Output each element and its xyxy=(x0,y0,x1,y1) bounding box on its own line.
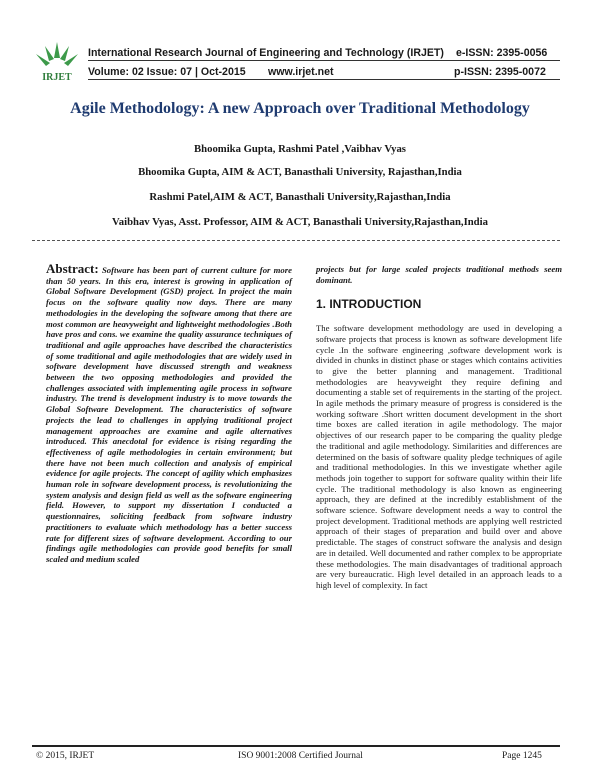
right-column xyxy=(316,264,562,591)
introduction-text: The software development methodology are used in developing a software projects that process is known as software development life cycle .In the software engineering ,software development work is divided in chunks in distinct phase or stages which contains activities to give the better planning and management. Traditional methodologies are heavyweight they require defining and documenting a stable set of requirements in the starting of the project. In agile methods the primary measure of progress is considered is the working software .Short written document development in the short time boxes are called iteration in agile methodology. The major objectives of our research paper to be comparing the quality pledge the traditional and agile methodology. Similarities and differences are determined on the basis of software quality pledge techniques of agile and traditional methodologies. In this we investigate whether agile methods join together to support for software quality within their life cycle. The traditional methodology is also known as engineering approach, they are defined at the incredibly establishment of the software science. Software development needs a way to control the project development. Traditional methods are applying well restricted approach of their stages of preparation and build over and above predictable. The stages of construct software the analysis and design are in detailed. Well documented and rather complex to be appropriate these methodologies. The main disadvantages of traditional approach are very bureaucratic. High level detailed in an approach leads to a high level of complexity. In fact xyxy=(316,323,562,590)
section-divider xyxy=(32,240,560,241)
footer-certification: ISO 9001:2008 Certified Journal xyxy=(238,751,363,761)
abstract-continuation: projects but for large scaled projects traditional methods seem dominant. xyxy=(316,264,562,285)
abstract-text: Software has been part of current culture for more than 50 years. In this era, interest is growing in application of Global Software Development (GSD) project. In project the main focus on the software quality now days. There are many methodologies in the developing the software among that there are most common are heavyweight and lightweight methodologies .Both have pros and cons. we examine the quality assurance techniques of traditional and agile approaches have described the characteristics of some traditional and agile methodologies that are widely used in software development have discussed strength and weakness between the two opposing methodologies and provided the challenges associated with implementing agile process in software industry. The trend is development industry is to move towards the Global Software Development. The characteristics of software projects the lead to challenges in applying traditional project management approaches are examine and agile alternatives introduced. This anecdotal for evidence is rising regarding the effectiveness of agile methodologies in certain environment; but there have not been much collection and analysis of empirical evidence for agile projects. The concept of agility which emphasizes human role in software development process, is revolutionizing the system analysis and design field as well as the software engineering field. However, to support my dissertation I conducted a questionnaires, soliciting feedback from software industry practitioners to evaluate which methodology has a better success rate for different sizes of software development. According to our findings agile methodologies can provide good benefits for small scaled and medium scaled xyxy=(46,265,293,564)
footer-rule xyxy=(32,745,560,747)
journal-logo xyxy=(32,40,82,84)
paper-title: Agile Methodology: A new Approach over Traditional Methodology xyxy=(70,100,530,117)
abstract xyxy=(46,261,293,565)
author-affiliation: Bhoomika Gupta, AIM & ACT, Banasthali University, Rajasthan,India xyxy=(138,166,462,178)
page-number: Page 1245 xyxy=(502,751,542,761)
author-affiliation: Vaibhav Vyas, Asst. Professor, AIM & ACT, Banasthali University,Rajasthan,India xyxy=(112,216,488,228)
logo-text: IRJET xyxy=(42,72,72,83)
pissn: p-ISSN: 2395-0072 xyxy=(454,66,546,78)
section-heading: 1. INTRODUCTION xyxy=(316,297,422,312)
author-affiliation: Rashmi Patel,AIM & ACT, Banasthali University,Rajasthan,India xyxy=(149,191,451,203)
header-rule xyxy=(88,60,560,61)
author-names: Bhoomika Gupta, Rashmi Patel ,Vaibhav Vyas xyxy=(194,143,406,155)
footer-copyright: © 2015, IRJET xyxy=(36,751,95,761)
header-rule-bottom xyxy=(88,79,560,80)
journal-name: International Research Journal of Engineering and Technology (IRJET) xyxy=(88,47,444,59)
journal-website[interactable]: www.irjet.net xyxy=(268,66,334,78)
abstract-label: Abstract: xyxy=(46,261,99,276)
eissn: e-ISSN: 2395-0056 xyxy=(456,47,548,59)
volume-issue: Volume: 02 Issue: 07 | Oct-2015 xyxy=(88,66,246,78)
